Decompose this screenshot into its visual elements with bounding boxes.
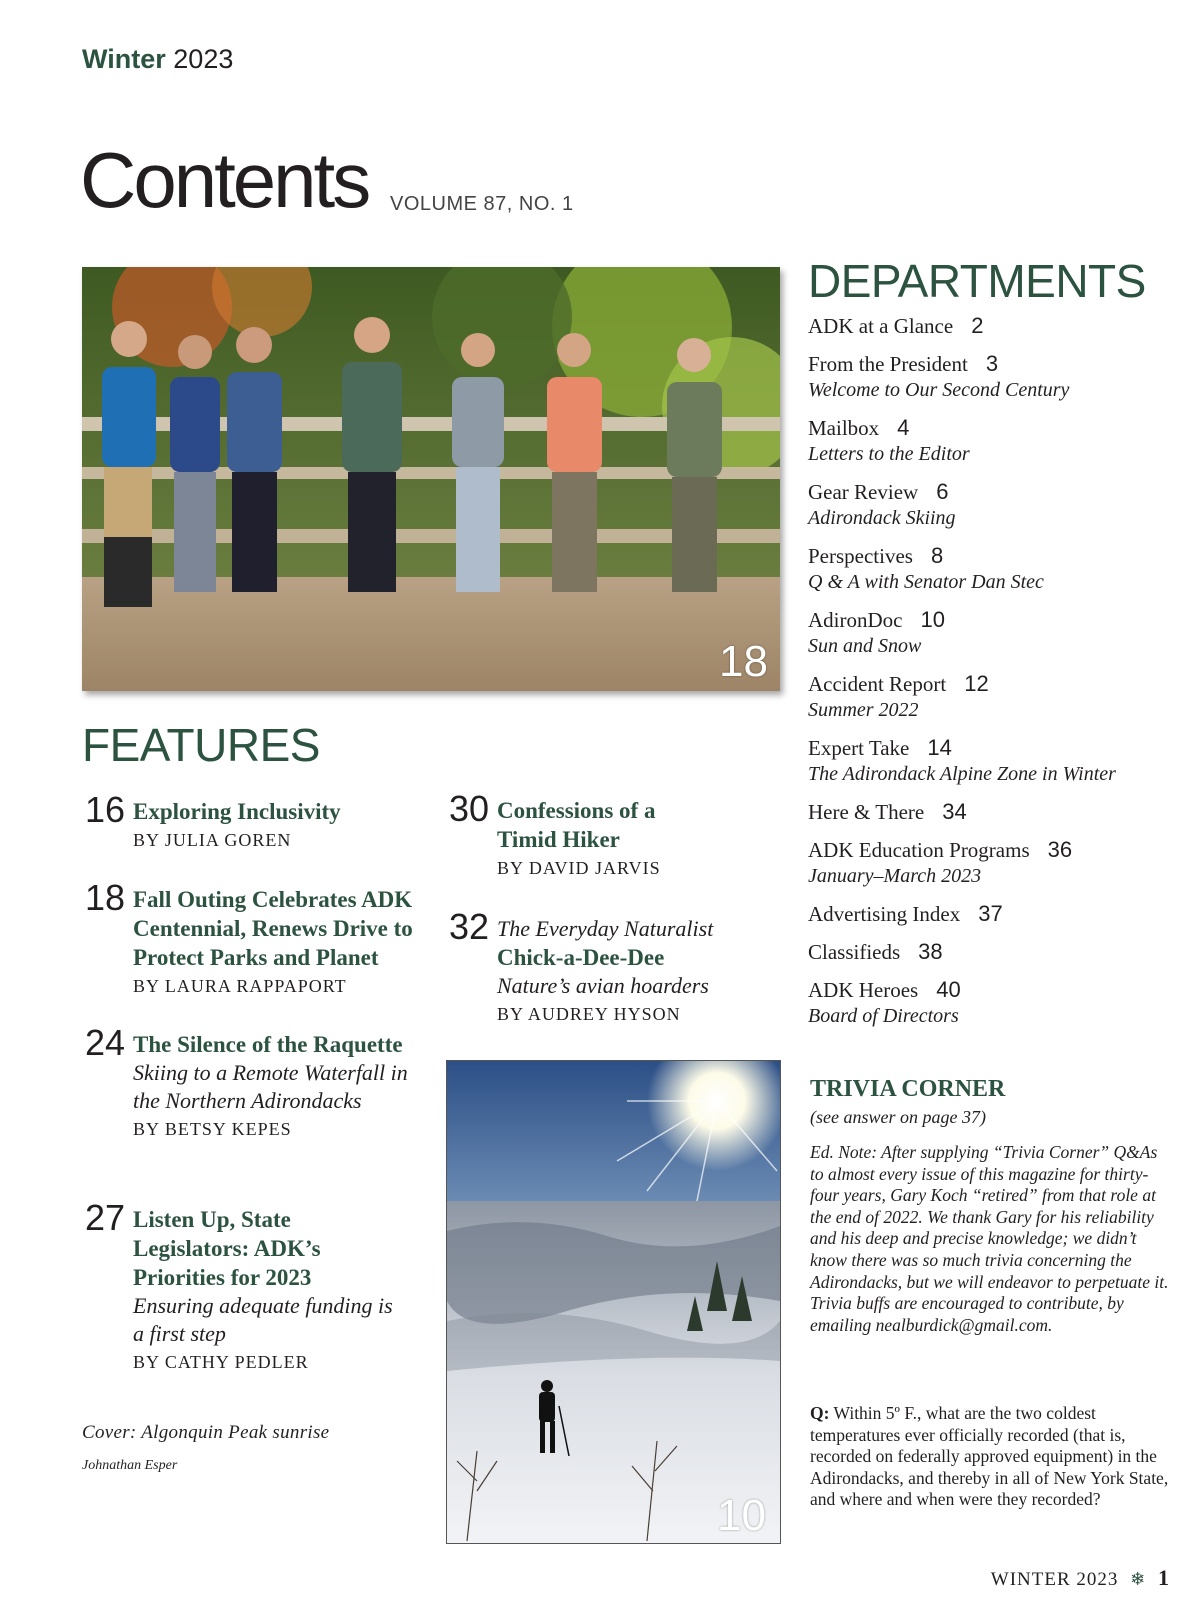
dept-item-classifieds[interactable] [808, 939, 1188, 965]
group-photo-image [82, 267, 780, 691]
dept-page: 8 [930, 543, 944, 568]
dept-item-mailbox[interactable] [808, 415, 1188, 466]
dept-page: 37 [978, 901, 1003, 926]
dept-subtitle: Sun and Snow [808, 635, 922, 657]
skier-photo[interactable] [446, 1060, 781, 1544]
dept-item-accident-report[interactable] [808, 671, 1188, 722]
feature-title: Chick-a-Dee-Dee [497, 945, 665, 970]
skier-photo-page-number: 10 [717, 1491, 766, 1540]
footer-label: WINTER 2023 [990, 1569, 1119, 1590]
feature-item-confessions-timid-hiker[interactable] [449, 788, 697, 879]
feature-page: 30 [449, 788, 490, 829]
dept-item-advertising-index[interactable] [808, 901, 1188, 927]
feature-byline: BY BETSY KEPES [133, 1119, 292, 1139]
dept-name: Classifieds [808, 940, 901, 964]
feature-page: 27 [85, 1197, 126, 1238]
feature-title: Exploring Inclusivity [133, 799, 341, 824]
dept-name: AdironDoc [808, 608, 903, 632]
feature-byline: BY AUDREY HYSON [497, 1004, 681, 1024]
trivia-editor-note: Ed. Note: After supplying “Trivia Corner” Q&As to almost every issue of this magazine for thirty-four years, Gary Koch “retired” from that role at the end of 2022. We thank Gary for his reliability and his deep and precise knowledge; we didn’t know there was so much trivia concerning the Adirondacks, but we will endeavor to perpetuate it. Trivia buffs are encouraged to contribute, by emailing nealburdick@gmail.com. [810, 1142, 1169, 1335]
feature-byline: BY JULIA GOREN [133, 830, 292, 850]
dept-page: 3 [985, 351, 999, 376]
dept-name: Expert Take [808, 736, 910, 760]
feature-deck: Nature’s avian hoarders [497, 973, 709, 998]
group-hikers-photo[interactable] [82, 267, 780, 691]
dept-name: ADK Education Programs [808, 838, 1030, 862]
feature-title: Fall Outing Celebrates ADK Centennial, Renews Drive to Protect Parks and Planet [133, 887, 413, 970]
dept-item-adirondoc[interactable] [808, 607, 1188, 658]
dept-page: 10 [920, 607, 945, 632]
page-number: 1 [1158, 1565, 1170, 1590]
snowflake-icon: ❄ [1130, 1569, 1147, 1590]
dept-subtitle: January–March 2023 [808, 865, 982, 887]
dept-subtitle: Q & A with Senator Dan Stec [808, 571, 1044, 593]
trivia-question [810, 1403, 1170, 1511]
dept-page: 14 [927, 735, 952, 760]
dept-item-perspectives[interactable] [808, 543, 1188, 594]
feature-item-fall-outing[interactable] [85, 877, 423, 997]
dept-item-gear-review[interactable] [808, 479, 1188, 530]
trivia-q-text: Within 5º F., what are the two coldest temperatures ever officially recorded (that is, recorded on federally approved equipment) in the Adirondacks, and thereby in all of New York State, and where and when were they recorded? [810, 1403, 1169, 1510]
feature-page: 24 [85, 1022, 126, 1063]
features-heading: FEATURES [82, 719, 320, 771]
cover-caption: Cover: Algonquin Peak sunrise [82, 1422, 330, 1443]
feature-deck: Skiing to a Remote Waterfall in the Northern Adirondacks [133, 1060, 408, 1113]
feature-deck: Ensuring adequate funding is a first step [133, 1293, 393, 1346]
dept-item-from-the-president[interactable] [808, 351, 1188, 402]
skier-photo-image [447, 1061, 780, 1543]
dept-name: Perspectives [808, 544, 913, 568]
dept-name: Mailbox [808, 416, 880, 440]
dept-subtitle: Board of Directors [808, 1005, 959, 1027]
dept-page: 2 [971, 313, 984, 338]
dept-item-adk-heroes[interactable] [808, 977, 1188, 1028]
feature-item-silence-of-the-raquette[interactable] [85, 1022, 413, 1140]
dept-subtitle: Summer 2022 [808, 699, 919, 721]
page-footer [991, 1565, 1170, 1591]
feature-kicker: The Everyday Naturalist [497, 916, 714, 941]
page-title: Contents [80, 136, 369, 224]
trivia-answer-ref: (see answer on page 37) [810, 1107, 986, 1127]
feature-page: 16 [85, 789, 126, 830]
dept-subtitle: The Adirondack Alpine Zone in Winter [808, 763, 1116, 785]
dept-page: 40 [936, 977, 961, 1002]
dept-page: 36 [1047, 837, 1073, 862]
feature-byline: BY LAURA RAPPAPORT [133, 976, 347, 996]
dept-item-expert-take[interactable] [808, 735, 1188, 786]
issue-label [82, 44, 233, 75]
dept-name: Advertising Index [808, 902, 961, 926]
trivia-q-label: Q: [810, 1403, 830, 1423]
departments-heading: DEPARTMENTS [808, 255, 1146, 307]
volume-label: VOLUME 87, NO. 1 [390, 193, 574, 215]
feature-byline: BY DAVID JARVIS [497, 858, 661, 878]
dept-subtitle: Adirondack Skiing [808, 507, 956, 529]
dept-name: Gear Review [808, 480, 919, 504]
dept-name: From the President [808, 352, 968, 376]
dept-name: ADK Heroes [808, 978, 919, 1002]
trivia-heading: TRIVIA CORNER [810, 1076, 1006, 1102]
dept-page: 34 [942, 799, 967, 824]
dept-name: Here & There [808, 800, 925, 824]
dept-name: Accident Report [808, 672, 947, 696]
feature-title: Listen Up, State Legislators: ADK’s Priorities for 2023 [133, 1207, 321, 1290]
cover-credit: Johnathan Esper [82, 1458, 178, 1473]
dept-page: 6 [936, 479, 949, 504]
dept-item-adk-education-programs[interactable] [808, 837, 1188, 888]
feature-item-listen-up-state-legislators[interactable] [85, 1197, 403, 1373]
feature-title: The Silence of the Raquette [133, 1032, 403, 1057]
feature-item-chick-a-dee-dee[interactable] [449, 906, 767, 1025]
dept-item-adk-at-a-glance[interactable] [808, 313, 1188, 339]
issue-season: Winter [82, 44, 166, 74]
dept-page: 12 [964, 671, 989, 696]
dept-name: ADK at a Glance [808, 314, 954, 338]
group-photo-page-number: 18 [719, 637, 768, 686]
feature-page: 32 [449, 906, 490, 947]
dept-subtitle: Welcome to Our Second Century [808, 379, 1070, 401]
feature-title: Confessions of a Timid Hiker [497, 798, 656, 852]
dept-page: 4 [897, 415, 910, 440]
issue-year: 2023 [173, 44, 234, 74]
dept-page: 38 [918, 939, 943, 964]
feature-byline: BY CATHY PEDLER [133, 1352, 309, 1372]
dept-subtitle: Letters to the Editor [808, 443, 970, 465]
feature-page: 18 [85, 877, 126, 918]
dept-item-here-and-there[interactable] [808, 799, 1188, 825]
